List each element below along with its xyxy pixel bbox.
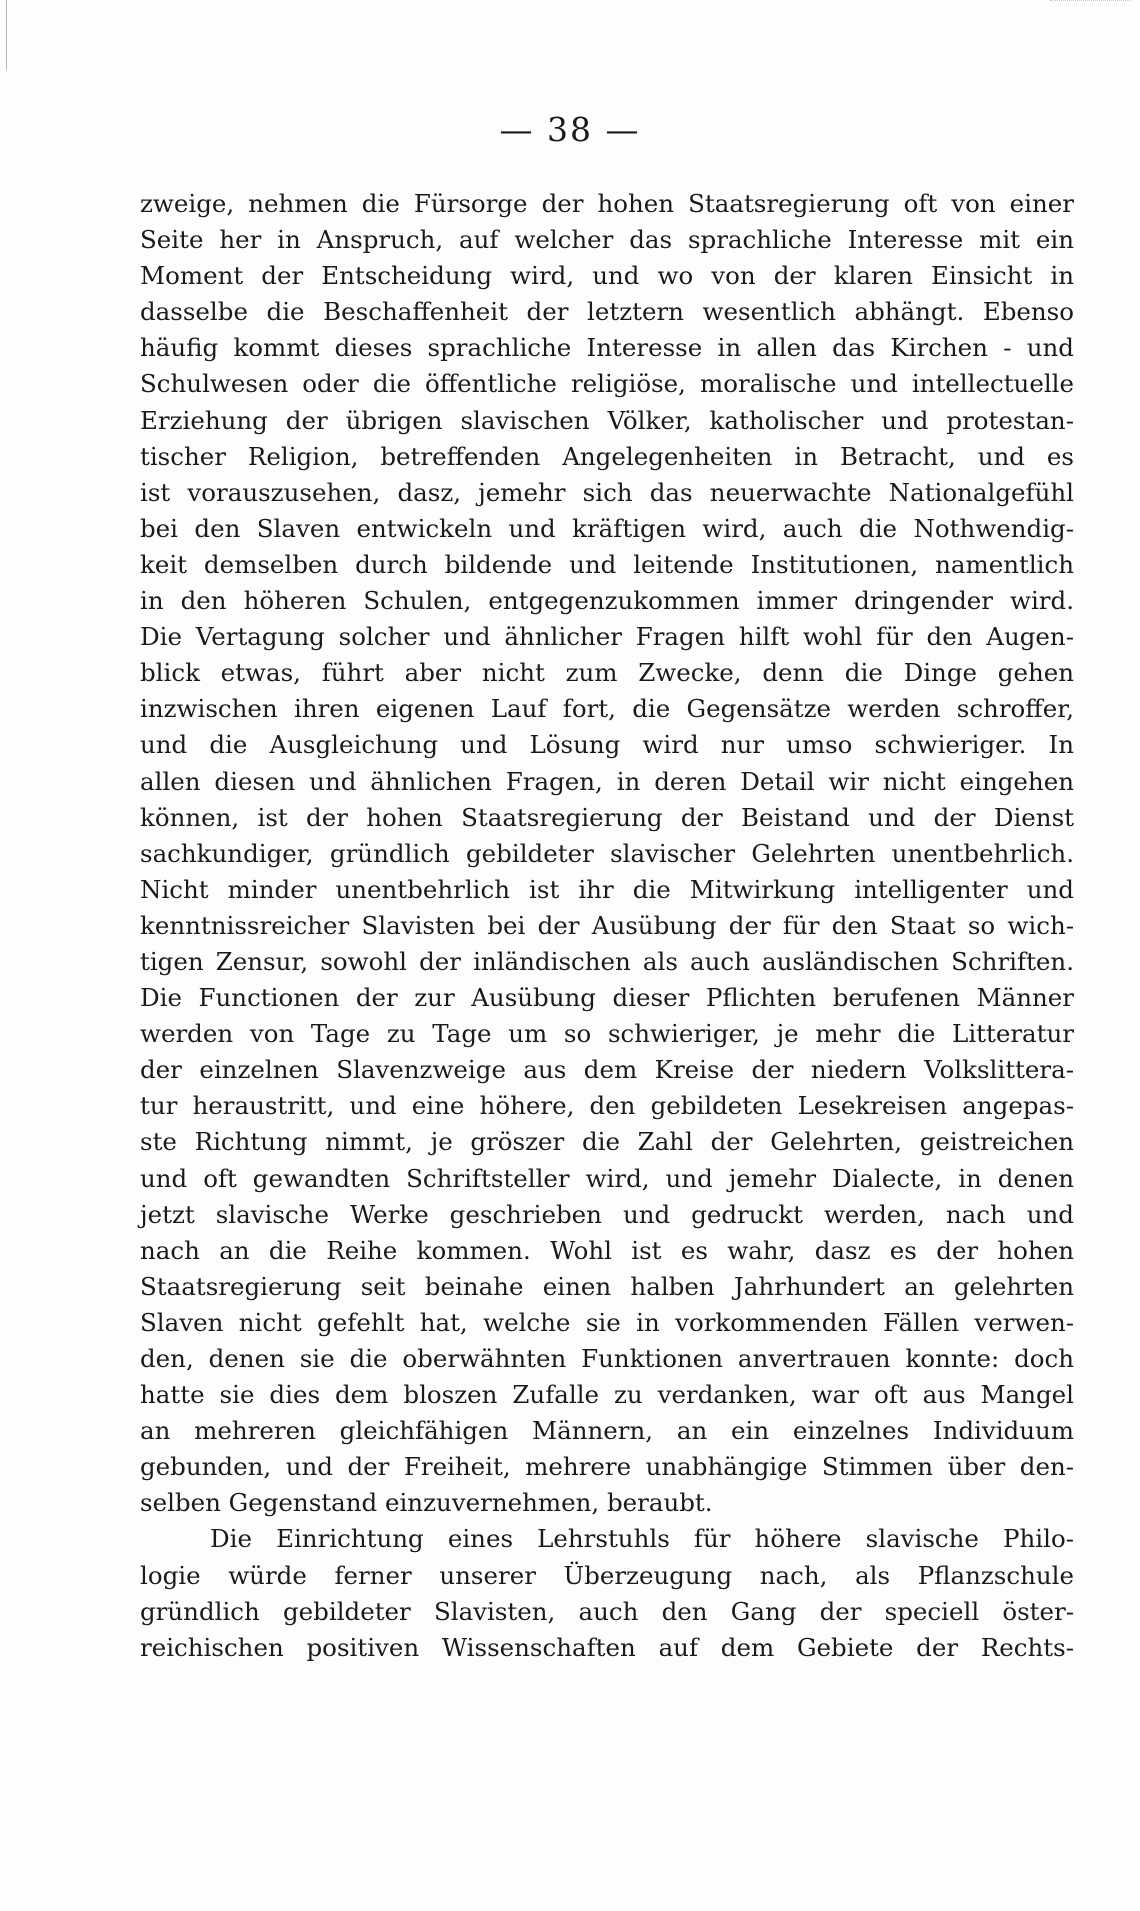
- scan-edge-mark: [1050, 0, 1130, 13]
- page-number-header: — 38 —: [499, 110, 641, 149]
- text-line: jetzt slavische Werke geschrieben und gedruckt werden, nach und: [140, 1199, 1074, 1229]
- text-line: Die Functionen der zur Ausübung dieser Pflichten berufenen Männer: [140, 983, 1074, 1013]
- text-line: ist vorauszusehen, dasz, jemehr sich das neuerwachte Nationalgefühl: [140, 477, 1074, 507]
- paragraph-end-line: selben Gegenstand einzuvernehmen, beraubt.: [140, 1488, 713, 1518]
- text-line: Staatsregierung seit beinahe einen halben Jahrhundert an gelehrten: [140, 1271, 1074, 1301]
- text-line: tigen Zensur, sowohl der inländischen als auch ausländischen Schriften.: [140, 946, 1074, 976]
- text-line: zweige, nehmen die Fürsorge der hohen Staatsregierung oft von einer: [140, 189, 1074, 218]
- text-line: allen diesen und ähnlichen Fragen, in deren Detail wir nicht eingehen: [140, 766, 1074, 796]
- text-line: häufig kommt dieses sprachliche Interesse in allen das Kirchen - und: [140, 333, 1074, 363]
- text-line: den, denen sie die oberwähnten Funktionen anvertrauen konnte: doch: [140, 1344, 1074, 1373]
- text-line: keit demselben durch bildende und leitende Institutionen, namentlich: [140, 549, 1074, 579]
- text-line: und die Ausgleichung und Lösung wird nur umso schwieriger. In: [140, 730, 1074, 760]
- scan-edge-mark: [6, 0, 7, 70]
- text-line: nach an die Reihe kommen. Wohl ist es wahr, dasz es der hohen: [140, 1235, 1074, 1265]
- text-line: können, ist der hohen Staatsregierung der Beistand und der Dienst: [140, 802, 1074, 832]
- text-line: gebunden, und der Freiheit, mehrere unabhängige Stimmen über den-: [140, 1452, 1074, 1482]
- text-line: Nicht minder unentbehrlich ist ihr die Mitwirkung intelligenter und: [140, 874, 1074, 904]
- text-line: bei den Slaven entwickeln und kräftigen wird, auch die Nothwendig-: [140, 513, 1074, 543]
- text-line: tischer Religion, betreffenden Angelegenheiten in Betracht, und es: [140, 441, 1074, 471]
- text-line: Die Vertagung solcher und ähnlicher Fragen hilft wohl für den Augen-: [140, 622, 1074, 652]
- text-line: kenntnissreicher Slavisten bei der Ausübung der für den Staat so wich-: [140, 910, 1074, 940]
- text-line: blick etwas, führt aber nicht zum Zwecke, denn die Dinge gehen: [140, 658, 1074, 688]
- text-line: hatte sie dies dem bloszen Zufalle zu verdanken, war oft aus Mangel: [140, 1380, 1074, 1410]
- body-text: [140, 186, 1074, 1666]
- text-line: ste Richtung nimmt, je gröszer die Zahl der Gelehrten, geistreichen: [140, 1127, 1074, 1157]
- text-line: Schulwesen oder die öffentliche religiöse, moralische und intellectuelle: [140, 369, 1074, 399]
- text-line: tur heraustritt, und eine höhere, den gebildeten Lesekreisen angepas-: [140, 1091, 1074, 1121]
- text-line: sachkundiger, gründlich gebildeter slavischer Gelehrten unentbehrlich.: [140, 838, 1074, 868]
- paragraph-start-line: Die Einrichtung eines Lehrstuhls für höhere slavische Philo-: [210, 1524, 1074, 1554]
- text-line: logie würde ferner unserer Überzeugung nach, als Pflanzschule: [140, 1560, 1074, 1590]
- text-line: dasselbe die Beschaffenheit der letztern wesentlich abhängt. Ebenso: [140, 297, 1074, 327]
- text-line: und oft gewandten Schriftsteller wird, und jemehr Dialecte, in denen: [140, 1163, 1074, 1193]
- text-line: werden von Tage zu Tage um so schwieriger, je mehr die Litteratur: [140, 1019, 1074, 1049]
- text-line: Erziehung der übrigen slavischen Völker, katholischer und protestan-: [140, 405, 1074, 435]
- text-line: gründlich gebildeter Slavisten, auch den Gang der speciell öster-: [140, 1596, 1074, 1626]
- text-line: der einzelnen Slavenzweige aus dem Kreise der niedern Volkslittera-: [140, 1055, 1074, 1085]
- text-line: inzwischen ihren eigenen Lauf fort, die Gegensätze werden schroffer,: [140, 694, 1074, 724]
- text-line: Seite her in Anspruch, auf welcher das sprachliche Interesse mit ein: [140, 225, 1074, 255]
- text-line: an mehreren gleichfähigen Männern, an ein einzelnes Individuum: [140, 1416, 1074, 1446]
- text-line: reichischen positiven Wissenschaften auf dem Gebiete der Rechts-: [140, 1632, 1074, 1662]
- text-line: Slaven nicht gefehlt hat, welche sie in vorkommenden Fällen verwen-: [140, 1307, 1074, 1337]
- text-line: in den höheren Schulen, entgegenzukommen immer dringender wird.: [140, 586, 1074, 616]
- text-line: Moment der Entscheidung wird, und wo von der klaren Einsicht in: [140, 261, 1074, 291]
